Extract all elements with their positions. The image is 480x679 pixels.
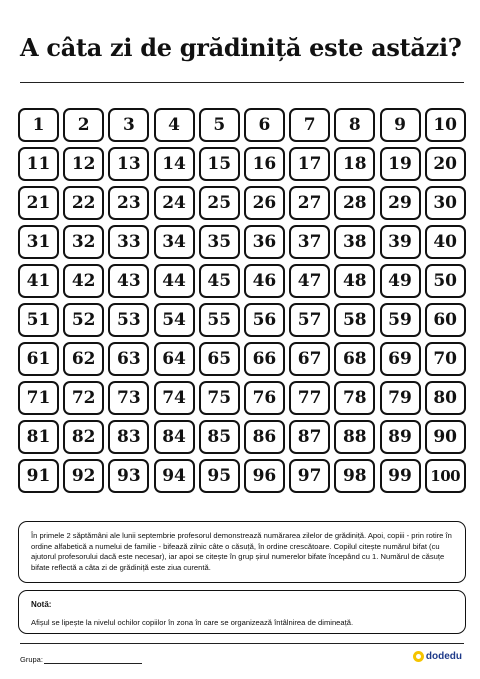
number-cell: 71 xyxy=(18,381,59,415)
number-cell: 77 xyxy=(289,381,330,415)
number-cell: 27 xyxy=(289,186,330,220)
number-cell: 25 xyxy=(199,186,240,220)
number-cell: 23 xyxy=(108,186,149,220)
number-cell: 79 xyxy=(380,381,421,415)
number-cell: 34 xyxy=(154,225,195,259)
number-cell: 88 xyxy=(334,420,375,454)
number-cell: 80 xyxy=(425,381,466,415)
number-cell: 19 xyxy=(380,147,421,181)
number-cell: 63 xyxy=(108,342,149,376)
number-cell: 14 xyxy=(154,147,195,181)
number-cell: 73 xyxy=(108,381,149,415)
number-cell: 39 xyxy=(380,225,421,259)
number-cell: 82 xyxy=(63,420,104,454)
number-cell: 7 xyxy=(289,108,330,142)
number-cell: 45 xyxy=(199,264,240,298)
number-cell: 2 xyxy=(63,108,104,142)
number-cell: 20 xyxy=(425,147,466,181)
number-cell: 17 xyxy=(289,147,330,181)
number-cell: 9 xyxy=(380,108,421,142)
number-cell: 95 xyxy=(199,459,240,493)
number-cell: 18 xyxy=(334,147,375,181)
page-title: A câta zi de grădiniță este astăzi? xyxy=(20,33,462,62)
number-cell: 87 xyxy=(289,420,330,454)
number-cell: 50 xyxy=(425,264,466,298)
number-cell: 1 xyxy=(18,108,59,142)
number-cell: 46 xyxy=(244,264,285,298)
brand-logo xyxy=(413,651,462,662)
number-cell: 64 xyxy=(154,342,195,376)
number-cell: 28 xyxy=(334,186,375,220)
number-cell: 98 xyxy=(334,459,375,493)
number-cell: 3 xyxy=(108,108,149,142)
number-cell: 81 xyxy=(18,420,59,454)
instructions-box xyxy=(18,521,466,583)
title-divider xyxy=(20,82,464,83)
number-cell: 44 xyxy=(154,264,195,298)
number-cell: 56 xyxy=(244,303,285,337)
number-cell: 4 xyxy=(154,108,195,142)
number-cell: 13 xyxy=(108,147,149,181)
number-cell: 54 xyxy=(154,303,195,337)
number-cell: 75 xyxy=(199,381,240,415)
number-cell: 35 xyxy=(199,225,240,259)
number-cell: 15 xyxy=(199,147,240,181)
number-cell: 61 xyxy=(18,342,59,376)
number-cell: 11 xyxy=(18,147,59,181)
brand-logo-icon xyxy=(413,651,424,662)
brand-name: dodedu xyxy=(425,651,462,662)
footer-divider xyxy=(20,643,464,644)
number-cell: 83 xyxy=(108,420,149,454)
number-cell: 38 xyxy=(334,225,375,259)
number-cell: 24 xyxy=(154,186,195,220)
note-box xyxy=(18,590,466,634)
number-cell: 43 xyxy=(108,264,149,298)
note-text: Afișul se lipește la nivelul ochilor copiilor în zona în care se organizează întâlnirea de dimineață. xyxy=(31,617,354,627)
number-cell: 37 xyxy=(289,225,330,259)
number-cell: 6 xyxy=(244,108,285,142)
number-cell: 22 xyxy=(63,186,104,220)
number-cell: 65 xyxy=(199,342,240,376)
number-cell: 76 xyxy=(244,381,285,415)
number-cell: 16 xyxy=(244,147,285,181)
number-cell: 40 xyxy=(425,225,466,259)
number-cell: 60 xyxy=(425,303,466,337)
number-cell: 89 xyxy=(380,420,421,454)
number-cell: 62 xyxy=(63,342,104,376)
group-name-line xyxy=(44,663,142,664)
number-cell: 12 xyxy=(63,147,104,181)
number-cell: 58 xyxy=(334,303,375,337)
number-cell: 51 xyxy=(18,303,59,337)
number-cell: 84 xyxy=(154,420,195,454)
number-cell: 48 xyxy=(334,264,375,298)
number-cell: 59 xyxy=(380,303,421,337)
note-title: Notă: xyxy=(31,600,52,609)
number-cell: 97 xyxy=(289,459,330,493)
number-cell: 96 xyxy=(244,459,285,493)
number-cell: 41 xyxy=(18,264,59,298)
number-cell: 100 xyxy=(425,459,466,493)
number-cell: 29 xyxy=(380,186,421,220)
number-cell: 49 xyxy=(380,264,421,298)
number-cell: 99 xyxy=(380,459,421,493)
number-cell: 74 xyxy=(154,381,195,415)
number-cell: 66 xyxy=(244,342,285,376)
number-cell: 33 xyxy=(108,225,149,259)
number-cell: 30 xyxy=(425,186,466,220)
number-cell: 53 xyxy=(108,303,149,337)
number-cell: 94 xyxy=(154,459,195,493)
number-cell: 85 xyxy=(199,420,240,454)
number-cell: 72 xyxy=(63,381,104,415)
instructions-text: În primele 2 săptămâni ale lunii septembrie profesorul demonstrează numărarea zilelor de grădiniță. Apoi, copiii - prin rotire în ordine alfabetică a numelui de familie - bifează zilnic câte o căsuță, în ordine crescătoare. Copilul citește numărul bifat (cu ajutorul profesorului dacă este necesar), iar apoi se citește în grup șirul numerelor bifate începând cu 1. Numărul de căsuțe bifate reflectă a câta zi de grădiniță este ziua curentă. xyxy=(31,531,452,572)
number-cell: 10 xyxy=(425,108,466,142)
number-cell: 36 xyxy=(244,225,285,259)
number-cell: 78 xyxy=(334,381,375,415)
number-cell: 92 xyxy=(63,459,104,493)
group-label: Grupa: xyxy=(20,655,43,664)
number-cell: 68 xyxy=(334,342,375,376)
number-cell: 5 xyxy=(199,108,240,142)
number-cell: 55 xyxy=(199,303,240,337)
number-cell: 70 xyxy=(425,342,466,376)
number-cell: 57 xyxy=(289,303,330,337)
number-cell: 52 xyxy=(63,303,104,337)
number-cell: 32 xyxy=(63,225,104,259)
number-cell: 47 xyxy=(289,264,330,298)
number-cell: 26 xyxy=(244,186,285,220)
number-cell: 31 xyxy=(18,225,59,259)
number-cell: 86 xyxy=(244,420,285,454)
number-grid xyxy=(18,108,466,493)
number-cell: 8 xyxy=(334,108,375,142)
number-cell: 67 xyxy=(289,342,330,376)
number-cell: 91 xyxy=(18,459,59,493)
number-cell: 90 xyxy=(425,420,466,454)
number-cell: 21 xyxy=(18,186,59,220)
number-cell: 69 xyxy=(380,342,421,376)
number-cell: 93 xyxy=(108,459,149,493)
number-cell: 42 xyxy=(63,264,104,298)
